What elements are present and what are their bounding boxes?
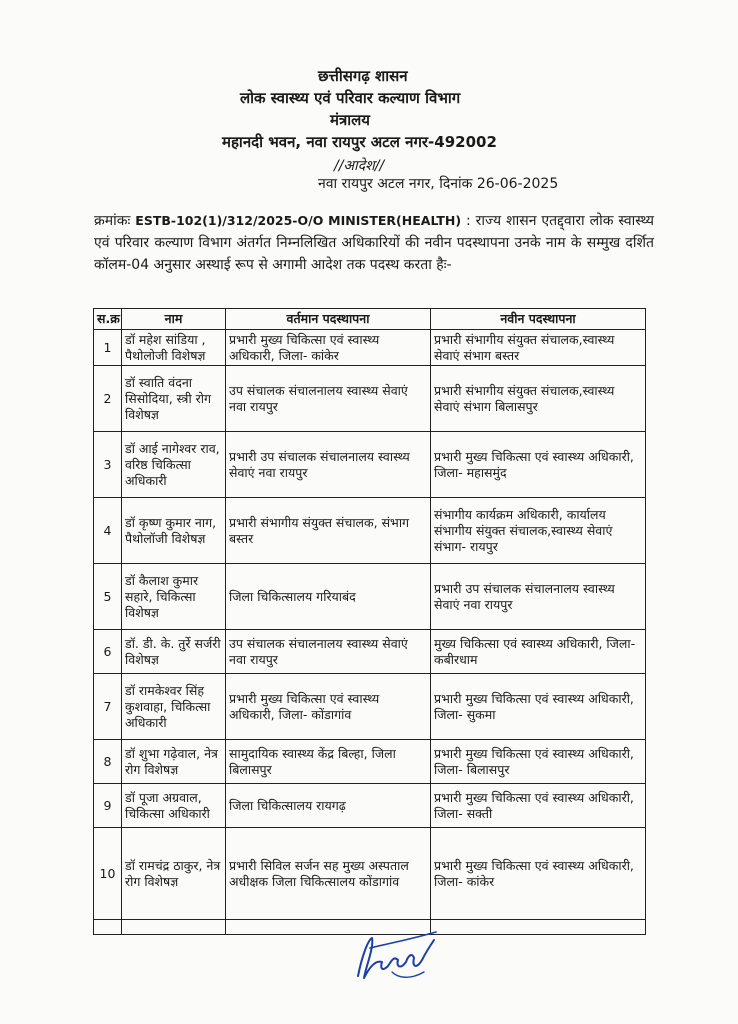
cell-new: प्रभारी मुख्य चिकित्सा एवं स्वास्थ्य अधिकारी, जिला- सुकमा	[431, 674, 646, 740]
cell-name: डॉ रामकेश्वर सिंह कुशवाहा, चिकित्सा अधिकारी	[122, 674, 226, 740]
cell-current: प्रभारी मुख्य चिकित्सा एवं स्वास्थ्य अधिकारी, जिला- कोंडागांव	[226, 674, 431, 740]
cell-new: प्रभारी मुख्य चिकित्सा एवं स्वास्थ्य अधिकारी, जिला- सक्ती	[431, 784, 646, 828]
cell-new: प्रभारी संभागीय संयुक्त संचालक,स्वास्थ्य सेवाएं संभाग बस्तर	[431, 330, 646, 366]
cell-sno: 5	[94, 564, 122, 630]
cell-name: डॉ शुभा गढ़ेवाल, नेत्र रोग विशेषज्ञ	[122, 740, 226, 784]
order-title: //आदेश//	[334, 158, 385, 174]
address: महानदी भवन, नवा रायपुर अटल नगर-492002	[222, 133, 497, 151]
table-row	[94, 330, 646, 366]
table-header-row	[94, 309, 646, 330]
cell-sno: 10	[94, 828, 122, 920]
cell-sno: 1	[94, 330, 122, 366]
table-row	[94, 498, 646, 564]
cell-current: प्रभारी मुख्य चिकित्सा एवं स्वास्थ्य अधिकारी, जिला- कांकेर	[226, 330, 431, 366]
col-header-name: नाम	[122, 309, 226, 330]
order-text: : राज्य शासन एतद्द्वारा लोक स्वास्थ्य एवं परिवार कल्याण विभाग अंतर्गत निम्नलिखित अधिकारियों की नवीन पदस्थापना उनके नाम के सम्मुख दर्शित कॉलम-04 अनुसार अस्थाई रूप से अगामी आदेश तक पदस्थ करता हैः-	[94, 213, 654, 273]
col-header-current: वर्तमान पदस्थापना	[226, 309, 431, 330]
cell-new: प्रभारी मुख्य चिकित्सा एवं स्वास्थ्य अधिकारी, जिला- महासमुंद	[431, 432, 646, 498]
table-row	[94, 630, 646, 674]
cell-current: उप संचालक संचालनालय स्वास्थ्य सेवाएं नवा रायपुर	[226, 366, 431, 432]
cell-empty	[122, 920, 226, 935]
table-row	[94, 564, 646, 630]
cell-name: डॉ स्वाति वंदना सिसोदिया, स्त्री रोग विशेषज्ञ	[122, 366, 226, 432]
cell-current: प्रभारी उप संचालक संचालनालय स्वास्थ्य सेवाएं नवा रायपुर	[226, 432, 431, 498]
cell-current: जिला चिकित्सालय गरियाबंद	[226, 564, 431, 630]
cell-new: प्रभारी मुख्य चिकित्सा एवं स्वास्थ्य अधिकारी, जिला- कांकेर	[431, 828, 646, 920]
place-date: नवा रायपुर अटल नगर, दिनांक 26-06-2025	[318, 176, 559, 192]
cell-new: संभागीय कार्यक्रम अधिकारी, कार्यालय संभागीय संयुक्त संचालक,स्वास्थ्य सेवाएं संभाग- रायपुर	[431, 498, 646, 564]
order-intro	[94, 210, 654, 276]
cell-empty	[94, 920, 122, 935]
cell-new: प्रभारी उप संचालक संचालनालय स्वास्थ्य सेवाएं नवा रायपुर	[431, 564, 646, 630]
cell-new: मुख्य चिकित्सा एवं स्वास्थ्य अधिकारी, जिला- कबीरधाम	[431, 630, 646, 674]
ministry-label: मंत्रालय	[330, 111, 371, 129]
cell-name: डॉ कैलाश कुमार सहारे, चिकित्सा विशेषज्ञ	[122, 564, 226, 630]
govt-name: छत्तीसगढ़ शासन	[318, 67, 408, 85]
cell-name: डॉ रामचंद्र ठाकुर, नेत्र रोग विशेषज्ञ	[122, 828, 226, 920]
table-row	[94, 674, 646, 740]
cell-sno: 7	[94, 674, 122, 740]
cell-name: डॉ पूजा अग्रवाल, चिकित्सा अधिकारी	[122, 784, 226, 828]
cell-name: डॉ. डी. के. तुर्रे सर्जरी विशेषज्ञ	[122, 630, 226, 674]
table-row	[94, 366, 646, 432]
cell-sno: 8	[94, 740, 122, 784]
cell-current: सामुदायिक स्वास्थ्य केंद्र बिल्हा, जिला बिलासपुर	[226, 740, 431, 784]
cell-sno: 3	[94, 432, 122, 498]
cell-new: प्रभारी मुख्य चिकित्सा एवं स्वास्थ्य अधिकारी, जिला- बिलासपुर	[431, 740, 646, 784]
posting-table	[93, 308, 646, 935]
col-header-new: नवीन पदस्थापना	[431, 309, 646, 330]
cell-sno: 9	[94, 784, 122, 828]
cell-sno: 6	[94, 630, 122, 674]
cell-sno: 4	[94, 498, 122, 564]
order-reference: ESTB-102(1)/312/2025-O/O MINISTER(HEALTH)	[135, 213, 462, 228]
cell-name: डॉ कृष्ण कुमार नाग, पैथोलॉजी विशेषज्ञ	[122, 498, 226, 564]
cell-name: डॉ महेश सांडिया , पैथोलोजी विशेषज्ञ	[122, 330, 226, 366]
table-row	[94, 432, 646, 498]
signature-image	[352, 926, 442, 984]
cell-current: प्रभारी संभागीय संयुक्त संचालक, संभाग बस्तर	[226, 498, 431, 564]
table-row	[94, 784, 646, 828]
cell-current: उप संचालक संचालनालय स्वास्थ्य सेवाएं नवा रायपुर	[226, 630, 431, 674]
ref-prefix: क्रमांकः	[94, 213, 131, 229]
cell-sno: 2	[94, 366, 122, 432]
table-row	[94, 740, 646, 784]
cell-name: डॉ आई नागेश्वर राव, वरिष्ठ चिकित्सा अधिकारी	[122, 432, 226, 498]
table-row	[94, 828, 646, 920]
col-header-sno: स.क्र	[94, 309, 122, 330]
cell-empty	[431, 920, 646, 935]
department-name: लोक स्वास्थ्य एवं परिवार कल्याण विभाग	[240, 89, 461, 107]
cell-current: जिला चिकित्सालय रायगढ़	[226, 784, 431, 828]
cell-current: प्रभारी सिविल सर्जन सह मुख्य अस्पताल अधीक्षक जिला चिकित्सालय कोंडागांव	[226, 828, 431, 920]
cell-new: प्रभारी संभागीय संयुक्त संचालक,स्वास्थ्य सेवाएं संभाग बिलासपुर	[431, 366, 646, 432]
